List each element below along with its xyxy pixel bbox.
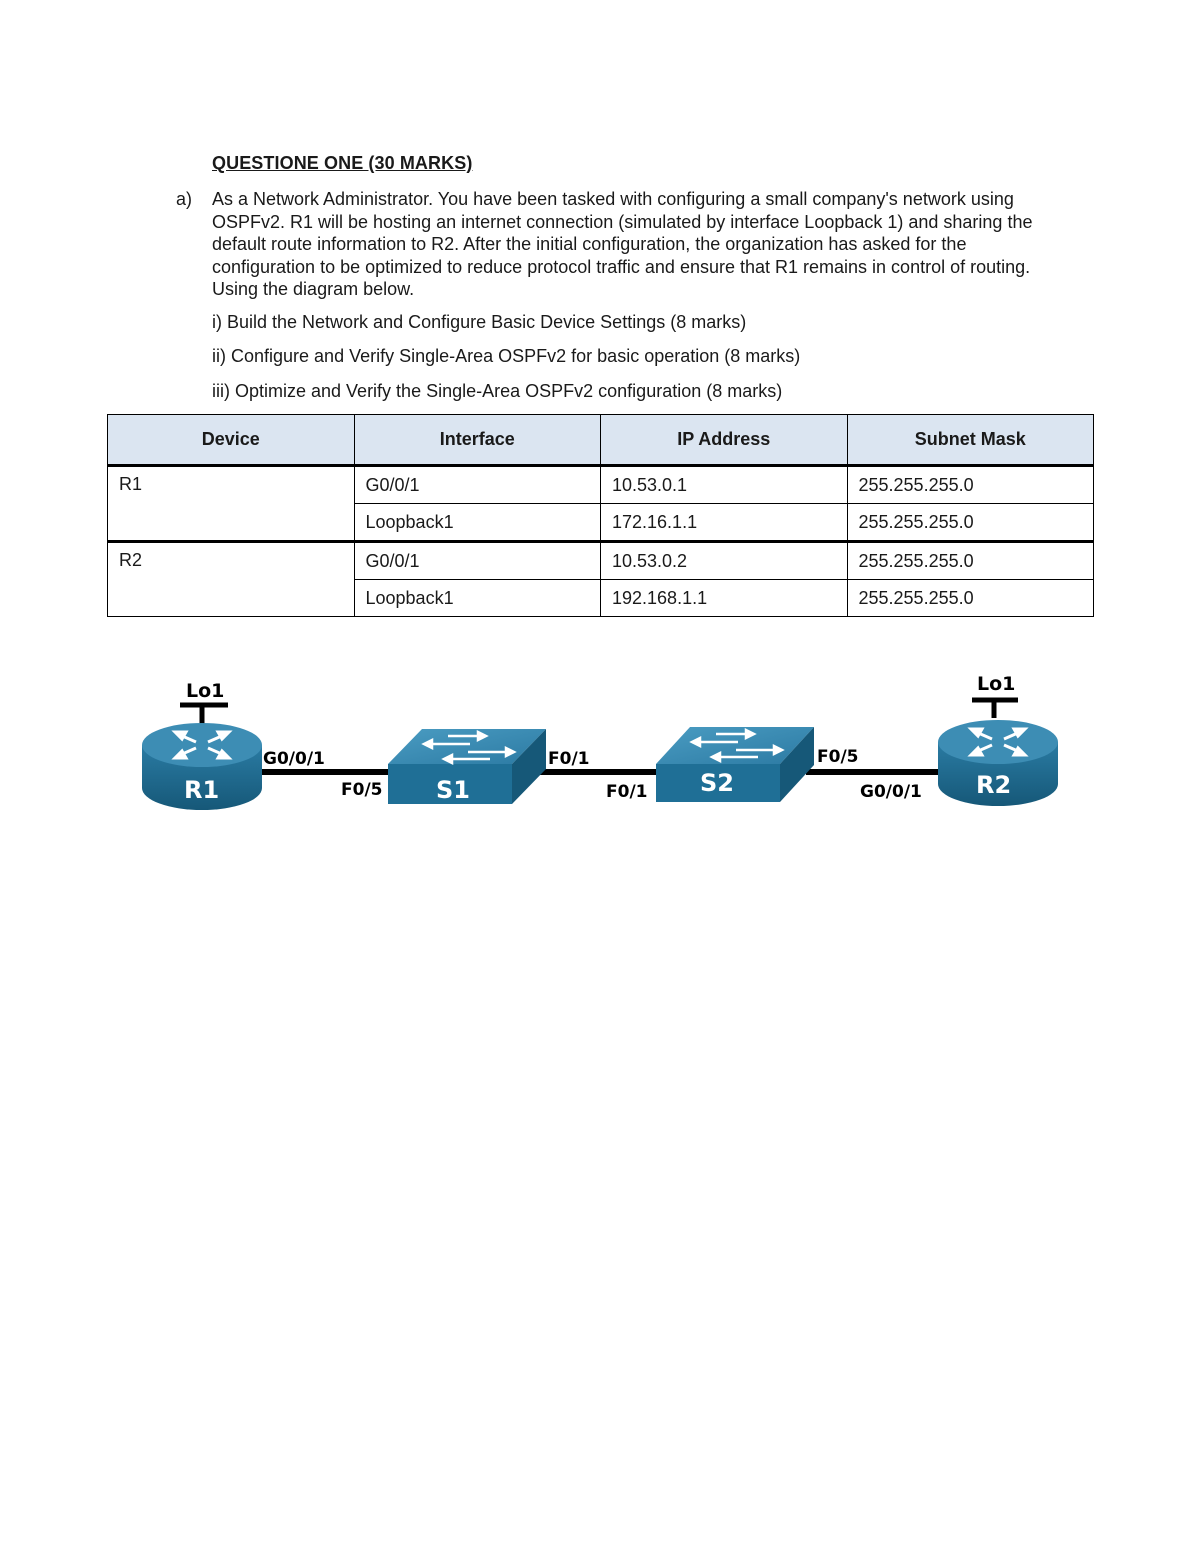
port-r1-g0-0-1: G0/0/1 [263, 749, 325, 769]
cell-interface: Loopback1 [354, 580, 601, 617]
subpart-ii: ii) Configure and Verify Single-Area OSPFv2 for basic operation (8 marks) [212, 346, 801, 366]
r1-label: R1 [184, 776, 220, 804]
header-ip-address: IP Address [601, 415, 848, 466]
r2-label: R2 [976, 771, 1012, 799]
network-topology-diagram [130, 660, 1070, 830]
cell-ip: 10.53.0.1 [601, 466, 848, 504]
cell-device: R2 [108, 542, 355, 617]
cell-interface: G0/0/1 [354, 542, 601, 580]
port-s1-f0-5: F0/5 [341, 780, 383, 800]
header-interface: Interface [354, 415, 601, 466]
cell-interface: G0/0/1 [354, 466, 601, 504]
header-subnet-mask: Subnet Mask [847, 415, 1094, 466]
r2-lo1-label: Lo1 [977, 673, 1016, 695]
r1-lo1-label: Lo1 [186, 680, 225, 702]
cell-ip: 10.53.0.2 [601, 542, 848, 580]
router-r1 [142, 680, 262, 810]
part-a-marker: a) [176, 189, 193, 209]
question-heading: QUESTIONE ONE (30 MARKS) [212, 153, 473, 173]
cell-device: R1 [108, 466, 355, 542]
cell-mask: 255.255.255.0 [847, 580, 1094, 617]
cell-ip: 172.16.1.1 [601, 504, 848, 542]
switch-s1 [388, 729, 546, 804]
cell-ip: 192.168.1.1 [601, 580, 848, 617]
router-r2 [938, 673, 1058, 806]
cell-mask: 255.255.255.0 [847, 504, 1094, 542]
cell-interface: Loopback1 [354, 504, 601, 542]
switch-s2 [656, 727, 814, 802]
subpart-iii: iii) Optimize and Verify the Single-Area OSPFv2 configuration (8 marks) [212, 381, 783, 401]
header-device: Device [108, 415, 355, 466]
port-s2-f0-1: F0/1 [606, 782, 648, 802]
addressing-table [107, 414, 1094, 617]
cell-mask: 255.255.255.0 [847, 542, 1094, 580]
part-a-text: As a Network Administrator. You have been tasked with configuring a small company's network using OSPFv2. R1 will be hosting an internet connection (simulated by interface Loopback 1) and sharing the default route information to R2. After the initial configuration, the organization has asked for the configuration to be optimized to reduce protocol traffic and ensure that R1 remains in control of routing. Using the diagram below. [212, 189, 1033, 300]
subpart-i: i) Build the Network and Configure Basic Device Settings (8 marks) [212, 312, 747, 332]
s1-label: S1 [436, 776, 470, 804]
port-r2-g0-0-1: G0/0/1 [860, 782, 922, 802]
table-header-row [108, 415, 1094, 466]
port-s1-f0-1: F0/1 [548, 749, 590, 769]
table-row [108, 466, 1094, 504]
s2-label: S2 [700, 769, 734, 797]
port-s2-f0-5: F0/5 [817, 747, 859, 767]
cell-mask: 255.255.255.0 [847, 466, 1094, 504]
table-row [108, 542, 1094, 580]
